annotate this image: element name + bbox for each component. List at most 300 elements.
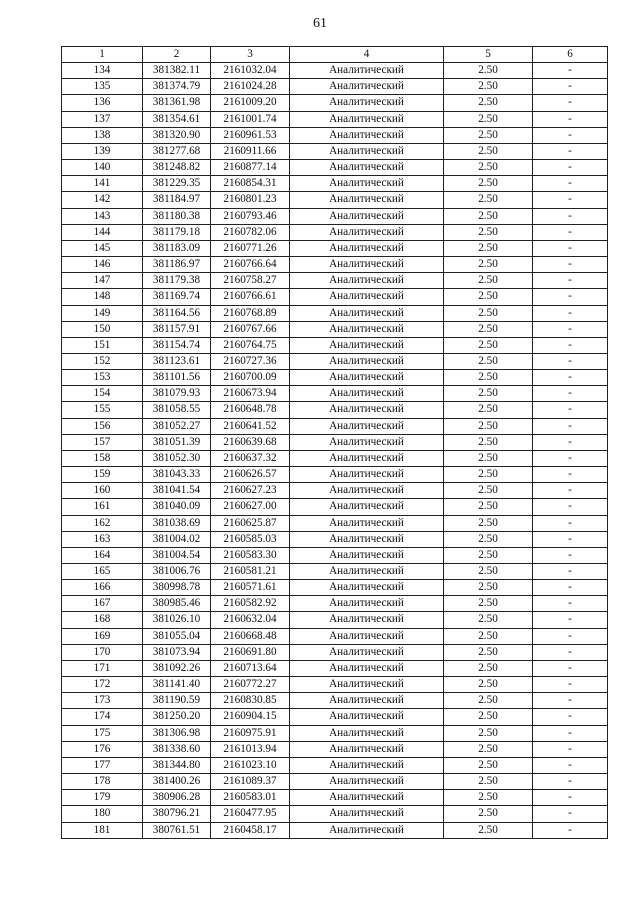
- note-cell: -: [533, 224, 608, 240]
- x-coordinate-cell: 381354.61: [143, 111, 211, 127]
- precision-cell: 2.50: [444, 806, 533, 822]
- method-cell: Аналитический: [290, 176, 444, 192]
- method-cell: Аналитический: [290, 806, 444, 822]
- precision-cell: 2.50: [444, 596, 533, 612]
- x-coordinate-cell: 380761.51: [143, 822, 211, 838]
- note-cell: -: [533, 515, 608, 531]
- method-cell: Аналитический: [290, 79, 444, 95]
- precision-cell: 2.50: [444, 774, 533, 790]
- x-coordinate-cell: 381051.39: [143, 434, 211, 450]
- y-coordinate-cell: 2160648.78: [211, 402, 290, 418]
- y-coordinate-cell: 2160583.01: [211, 790, 290, 806]
- x-coordinate-cell: 381180.38: [143, 208, 211, 224]
- column-header: 3: [211, 47, 290, 63]
- x-coordinate-cell: 381183.09: [143, 240, 211, 256]
- method-cell: Аналитический: [290, 741, 444, 757]
- x-coordinate-cell: 381179.18: [143, 224, 211, 240]
- y-coordinate-cell: 2160782.06: [211, 224, 290, 240]
- note-cell: -: [533, 822, 608, 838]
- coordinates-table: [61, 46, 608, 839]
- note-cell: -: [533, 257, 608, 273]
- method-cell: Аналитический: [290, 822, 444, 838]
- note-cell: -: [533, 774, 608, 790]
- point-number-cell: 142: [62, 192, 143, 208]
- note-cell: -: [533, 596, 608, 612]
- y-coordinate-cell: 2160767.66: [211, 321, 290, 337]
- method-cell: Аналитический: [290, 160, 444, 176]
- table-row: [62, 628, 608, 644]
- method-cell: Аналитический: [290, 774, 444, 790]
- x-coordinate-cell: 381338.60: [143, 741, 211, 757]
- precision-cell: 2.50: [444, 531, 533, 547]
- x-coordinate-cell: 381374.79: [143, 79, 211, 95]
- precision-cell: 2.50: [444, 79, 533, 95]
- table-row: [62, 273, 608, 289]
- x-coordinate-cell: 381344.80: [143, 757, 211, 773]
- note-cell: -: [533, 467, 608, 483]
- precision-cell: 2.50: [444, 160, 533, 176]
- precision-cell: 2.50: [444, 725, 533, 741]
- x-coordinate-cell: 381038.69: [143, 515, 211, 531]
- precision-cell: 2.50: [444, 434, 533, 450]
- x-coordinate-cell: 381073.94: [143, 644, 211, 660]
- note-cell: -: [533, 628, 608, 644]
- note-cell: -: [533, 127, 608, 143]
- y-coordinate-cell: 2160877.14: [211, 160, 290, 176]
- x-coordinate-cell: 381004.02: [143, 531, 211, 547]
- table-row: [62, 321, 608, 337]
- table-row: [62, 402, 608, 418]
- point-number-cell: 181: [62, 822, 143, 838]
- method-cell: Аналитический: [290, 467, 444, 483]
- precision-cell: 2.50: [444, 63, 533, 79]
- note-cell: -: [533, 677, 608, 693]
- y-coordinate-cell: 2160772.27: [211, 677, 290, 693]
- note-cell: -: [533, 79, 608, 95]
- note-cell: -: [533, 434, 608, 450]
- table-row: [62, 531, 608, 547]
- point-number-cell: 167: [62, 596, 143, 612]
- table-row: [62, 515, 608, 531]
- point-number-cell: 148: [62, 289, 143, 305]
- precision-cell: 2.50: [444, 224, 533, 240]
- table-row: [62, 725, 608, 741]
- precision-cell: 2.50: [444, 208, 533, 224]
- precision-cell: 2.50: [444, 418, 533, 434]
- method-cell: Аналитический: [290, 370, 444, 386]
- method-cell: Аналитический: [290, 402, 444, 418]
- note-cell: -: [533, 337, 608, 353]
- precision-cell: 2.50: [444, 628, 533, 644]
- precision-cell: 2.50: [444, 305, 533, 321]
- point-number-cell: 154: [62, 386, 143, 402]
- y-coordinate-cell: 2160637.32: [211, 450, 290, 466]
- x-coordinate-cell: 381179.38: [143, 273, 211, 289]
- y-coordinate-cell: 2160801.23: [211, 192, 290, 208]
- note-cell: -: [533, 63, 608, 79]
- y-coordinate-cell: 2161023.10: [211, 757, 290, 773]
- point-number-cell: 135: [62, 79, 143, 95]
- precision-cell: 2.50: [444, 111, 533, 127]
- method-cell: Аналитический: [290, 386, 444, 402]
- column-header: 6: [533, 47, 608, 63]
- table-row: [62, 741, 608, 757]
- y-coordinate-cell: 2160639.68: [211, 434, 290, 450]
- note-cell: -: [533, 111, 608, 127]
- note-cell: -: [533, 790, 608, 806]
- point-number-cell: 177: [62, 757, 143, 773]
- precision-cell: 2.50: [444, 677, 533, 693]
- point-number-cell: 152: [62, 353, 143, 369]
- point-number-cell: 156: [62, 418, 143, 434]
- y-coordinate-cell: 2160641.52: [211, 418, 290, 434]
- x-coordinate-cell: 381250.20: [143, 709, 211, 725]
- point-number-cell: 143: [62, 208, 143, 224]
- table-row: [62, 596, 608, 612]
- method-cell: Аналитический: [290, 564, 444, 580]
- table-row: [62, 660, 608, 676]
- method-cell: Аналитический: [290, 127, 444, 143]
- y-coordinate-cell: 2161001.74: [211, 111, 290, 127]
- note-cell: -: [533, 160, 608, 176]
- method-cell: Аналитический: [290, 240, 444, 256]
- note-cell: -: [533, 709, 608, 725]
- point-number-cell: 144: [62, 224, 143, 240]
- x-coordinate-cell: 381154.74: [143, 337, 211, 353]
- table-row: [62, 160, 608, 176]
- x-coordinate-cell: 381229.35: [143, 176, 211, 192]
- method-cell: Аналитический: [290, 353, 444, 369]
- method-cell: Аналитический: [290, 289, 444, 305]
- y-coordinate-cell: 2160713.64: [211, 660, 290, 676]
- method-cell: Аналитический: [290, 790, 444, 806]
- point-number-cell: 139: [62, 143, 143, 159]
- precision-cell: 2.50: [444, 176, 533, 192]
- y-coordinate-cell: 2160975.91: [211, 725, 290, 741]
- x-coordinate-cell: 381043.33: [143, 467, 211, 483]
- point-number-cell: 155: [62, 402, 143, 418]
- y-coordinate-cell: 2160632.04: [211, 612, 290, 628]
- x-coordinate-cell: 380796.21: [143, 806, 211, 822]
- point-number-cell: 157: [62, 434, 143, 450]
- method-cell: Аналитический: [290, 660, 444, 676]
- point-number-cell: 169: [62, 628, 143, 644]
- y-coordinate-cell: 2160458.17: [211, 822, 290, 838]
- table-row: [62, 79, 608, 95]
- point-number-cell: 178: [62, 774, 143, 790]
- method-cell: Аналитический: [290, 192, 444, 208]
- method-cell: Аналитический: [290, 63, 444, 79]
- y-coordinate-cell: 2160854.31: [211, 176, 290, 192]
- point-number-cell: 150: [62, 321, 143, 337]
- point-number-cell: 165: [62, 564, 143, 580]
- table-row: [62, 95, 608, 111]
- precision-cell: 2.50: [444, 321, 533, 337]
- table-row: [62, 240, 608, 256]
- table-row: [62, 63, 608, 79]
- precision-cell: 2.50: [444, 741, 533, 757]
- y-coordinate-cell: 2160830.85: [211, 693, 290, 709]
- note-cell: -: [533, 418, 608, 434]
- table-header-row: [62, 47, 608, 63]
- precision-cell: 2.50: [444, 143, 533, 159]
- note-cell: -: [533, 95, 608, 111]
- x-coordinate-cell: 381400.26: [143, 774, 211, 790]
- point-number-cell: 174: [62, 709, 143, 725]
- precision-cell: 2.50: [444, 370, 533, 386]
- precision-cell: 2.50: [444, 499, 533, 515]
- method-cell: Аналитический: [290, 757, 444, 773]
- method-cell: Аналитический: [290, 693, 444, 709]
- y-coordinate-cell: 2161013.94: [211, 741, 290, 757]
- table-row: [62, 806, 608, 822]
- point-number-cell: 166: [62, 580, 143, 596]
- table-row: [62, 822, 608, 838]
- point-number-cell: 146: [62, 257, 143, 273]
- point-number-cell: 173: [62, 693, 143, 709]
- point-number-cell: 140: [62, 160, 143, 176]
- x-coordinate-cell: 381248.82: [143, 160, 211, 176]
- precision-cell: 2.50: [444, 467, 533, 483]
- note-cell: -: [533, 386, 608, 402]
- point-number-cell: 158: [62, 450, 143, 466]
- precision-cell: 2.50: [444, 402, 533, 418]
- table-row: [62, 790, 608, 806]
- table-row: [62, 418, 608, 434]
- note-cell: -: [533, 547, 608, 563]
- point-number-cell: 136: [62, 95, 143, 111]
- precision-cell: 2.50: [444, 450, 533, 466]
- table-row: [62, 644, 608, 660]
- method-cell: Аналитический: [290, 434, 444, 450]
- note-cell: -: [533, 321, 608, 337]
- method-cell: Аналитический: [290, 709, 444, 725]
- point-number-cell: 168: [62, 612, 143, 628]
- method-cell: Аналитический: [290, 612, 444, 628]
- x-coordinate-cell: 381277.68: [143, 143, 211, 159]
- note-cell: -: [533, 580, 608, 596]
- method-cell: Аналитический: [290, 596, 444, 612]
- note-cell: -: [533, 499, 608, 515]
- precision-cell: 2.50: [444, 95, 533, 111]
- precision-cell: 2.50: [444, 386, 533, 402]
- point-number-cell: 141: [62, 176, 143, 192]
- method-cell: Аналитический: [290, 143, 444, 159]
- point-number-cell: 180: [62, 806, 143, 822]
- y-coordinate-cell: 2161032.04: [211, 63, 290, 79]
- point-number-cell: 172: [62, 677, 143, 693]
- y-coordinate-cell: 2160911.66: [211, 143, 290, 159]
- x-coordinate-cell: 381006.76: [143, 564, 211, 580]
- y-coordinate-cell: 2160771.26: [211, 240, 290, 256]
- method-cell: Аналитический: [290, 483, 444, 499]
- note-cell: -: [533, 273, 608, 289]
- method-cell: Аналитический: [290, 644, 444, 660]
- y-coordinate-cell: 2160571.61: [211, 580, 290, 596]
- y-coordinate-cell: 2160961.53: [211, 127, 290, 143]
- note-cell: -: [533, 644, 608, 660]
- note-cell: -: [533, 353, 608, 369]
- point-number-cell: 175: [62, 725, 143, 741]
- table-row: [62, 450, 608, 466]
- table-row: [62, 192, 608, 208]
- precision-cell: 2.50: [444, 273, 533, 289]
- note-cell: -: [533, 208, 608, 224]
- column-header: 4: [290, 47, 444, 63]
- table-row: [62, 208, 608, 224]
- y-coordinate-cell: 2160668.48: [211, 628, 290, 644]
- table-row: [62, 353, 608, 369]
- point-number-cell: 164: [62, 547, 143, 563]
- table-row: [62, 547, 608, 563]
- x-coordinate-cell: 381092.26: [143, 660, 211, 676]
- table-row: [62, 709, 608, 725]
- note-cell: -: [533, 741, 608, 757]
- precision-cell: 2.50: [444, 257, 533, 273]
- x-coordinate-cell: 381004.54: [143, 547, 211, 563]
- note-cell: -: [533, 192, 608, 208]
- column-header: 2: [143, 47, 211, 63]
- table-body: [62, 63, 608, 839]
- table-row: [62, 305, 608, 321]
- y-coordinate-cell: 2160581.21: [211, 564, 290, 580]
- x-coordinate-cell: 381190.59: [143, 693, 211, 709]
- method-cell: Аналитический: [290, 628, 444, 644]
- table-row: [62, 111, 608, 127]
- note-cell: -: [533, 143, 608, 159]
- point-number-cell: 161: [62, 499, 143, 515]
- method-cell: Аналитический: [290, 580, 444, 596]
- note-cell: -: [533, 402, 608, 418]
- point-number-cell: 171: [62, 660, 143, 676]
- point-number-cell: 159: [62, 467, 143, 483]
- note-cell: -: [533, 612, 608, 628]
- x-coordinate-cell: 381040.09: [143, 499, 211, 515]
- y-coordinate-cell: 2160627.23: [211, 483, 290, 499]
- y-coordinate-cell: 2160766.64: [211, 257, 290, 273]
- point-number-cell: 179: [62, 790, 143, 806]
- y-coordinate-cell: 2160585.03: [211, 531, 290, 547]
- table-row: [62, 757, 608, 773]
- y-coordinate-cell: 2160904.15: [211, 709, 290, 725]
- y-coordinate-cell: 2161089.37: [211, 774, 290, 790]
- y-coordinate-cell: 2160625.87: [211, 515, 290, 531]
- precision-cell: 2.50: [444, 790, 533, 806]
- y-coordinate-cell: 2160727.36: [211, 353, 290, 369]
- point-number-cell: 138: [62, 127, 143, 143]
- y-coordinate-cell: 2160700.09: [211, 370, 290, 386]
- method-cell: Аналитический: [290, 677, 444, 693]
- method-cell: Аналитический: [290, 321, 444, 337]
- table-row: [62, 564, 608, 580]
- y-coordinate-cell: 2160758.27: [211, 273, 290, 289]
- note-cell: -: [533, 693, 608, 709]
- note-cell: -: [533, 305, 608, 321]
- precision-cell: 2.50: [444, 483, 533, 499]
- table-row: [62, 434, 608, 450]
- x-coordinate-cell: 381052.27: [143, 418, 211, 434]
- method-cell: Аналитический: [290, 305, 444, 321]
- column-header: 5: [444, 47, 533, 63]
- point-number-cell: 147: [62, 273, 143, 289]
- x-coordinate-cell: 381157.91: [143, 321, 211, 337]
- y-coordinate-cell: 2160582.92: [211, 596, 290, 612]
- x-coordinate-cell: 381101.56: [143, 370, 211, 386]
- precision-cell: 2.50: [444, 337, 533, 353]
- method-cell: Аналитический: [290, 95, 444, 111]
- table-row: [62, 467, 608, 483]
- precision-cell: 2.50: [444, 289, 533, 305]
- table-row: [62, 693, 608, 709]
- point-number-cell: 149: [62, 305, 143, 321]
- note-cell: -: [533, 806, 608, 822]
- table-row: [62, 143, 608, 159]
- point-number-cell: 160: [62, 483, 143, 499]
- table-row: [62, 370, 608, 386]
- table-row: [62, 774, 608, 790]
- precision-cell: 2.50: [444, 564, 533, 580]
- method-cell: Аналитический: [290, 531, 444, 547]
- y-coordinate-cell: 2160691.80: [211, 644, 290, 660]
- table-row: [62, 483, 608, 499]
- point-number-cell: 170: [62, 644, 143, 660]
- note-cell: -: [533, 176, 608, 192]
- point-number-cell: 134: [62, 63, 143, 79]
- note-cell: -: [533, 660, 608, 676]
- note-cell: -: [533, 483, 608, 499]
- method-cell: Аналитический: [290, 337, 444, 353]
- method-cell: Аналитический: [290, 515, 444, 531]
- precision-cell: 2.50: [444, 515, 533, 531]
- note-cell: -: [533, 757, 608, 773]
- x-coordinate-cell: 381164.56: [143, 305, 211, 321]
- method-cell: Аналитический: [290, 450, 444, 466]
- point-number-cell: 137: [62, 111, 143, 127]
- y-coordinate-cell: 2160673.94: [211, 386, 290, 402]
- x-coordinate-cell: 381058.55: [143, 402, 211, 418]
- page-number: 61: [313, 16, 327, 31]
- precision-cell: 2.50: [444, 660, 533, 676]
- method-cell: Аналитический: [290, 499, 444, 515]
- x-coordinate-cell: 381123.61: [143, 353, 211, 369]
- point-number-cell: 153: [62, 370, 143, 386]
- method-cell: Аналитический: [290, 208, 444, 224]
- table-row: [62, 257, 608, 273]
- point-number-cell: 176: [62, 741, 143, 757]
- table-row: [62, 612, 608, 628]
- table-row: [62, 677, 608, 693]
- point-number-cell: 151: [62, 337, 143, 353]
- x-coordinate-cell: 381306.98: [143, 725, 211, 741]
- precision-cell: 2.50: [444, 353, 533, 369]
- precision-cell: 2.50: [444, 709, 533, 725]
- x-coordinate-cell: 381052.30: [143, 450, 211, 466]
- point-number-cell: 163: [62, 531, 143, 547]
- method-cell: Аналитический: [290, 273, 444, 289]
- note-cell: -: [533, 289, 608, 305]
- precision-cell: 2.50: [444, 580, 533, 596]
- table-row: [62, 386, 608, 402]
- point-number-cell: 145: [62, 240, 143, 256]
- y-coordinate-cell: 2160627.00: [211, 499, 290, 515]
- note-cell: -: [533, 564, 608, 580]
- column-header: 1: [62, 47, 143, 63]
- y-coordinate-cell: 2160793.46: [211, 208, 290, 224]
- table-row: [62, 127, 608, 143]
- precision-cell: 2.50: [444, 644, 533, 660]
- x-coordinate-cell: 381169.74: [143, 289, 211, 305]
- note-cell: -: [533, 531, 608, 547]
